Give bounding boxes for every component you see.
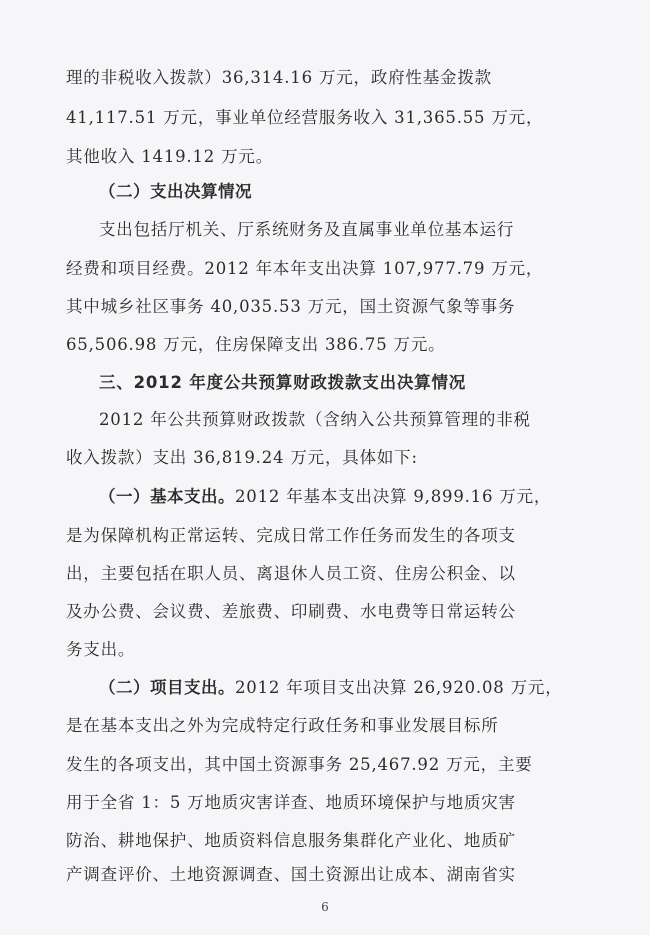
text-run: 2012 年基本支出决算 9,899.16 万元， xyxy=(235,487,552,506)
text-line: 收入拨款）支出 36,819.24 万元，具体如下: xyxy=(66,448,418,467)
text-line: 是在基本支出之外为完成特定行政任务和事业发展目标所 xyxy=(66,716,499,735)
subheading-project-expenditure: （二）项目支出。 xyxy=(99,678,235,697)
text-line: 及办公费、会议费、差旅费、印刷费、水电费等日常运转公 xyxy=(66,602,516,621)
section-heading: （二）支出决算情况 xyxy=(99,182,252,201)
text-line: 经费和项目经费。2012 年本年支出决算 107,977.79 万元， xyxy=(66,259,544,278)
text-line: 41,117.51 万元，事业单位经营服务收入 31,365.55 万元， xyxy=(66,108,544,127)
text-line: 用于全省 1：5 万地质灾害详查、地质环境保护与地质灾害 xyxy=(66,793,516,812)
text-line: 理的非税收入拨款）36,314.16 万元，政府性基金拨款 xyxy=(66,68,492,87)
text-line: 其他收入 1419.12 万元。 xyxy=(66,147,274,166)
text-line: 出，主要包括在职人员、离退休人员工资、住房公积金、以 xyxy=(66,564,516,583)
text-line: 2012 年公共预算财政拨款（含纳入公共预算管理的非税 xyxy=(99,410,531,429)
subheading-basic-expenditure: （一）基本支出。 xyxy=(99,487,235,506)
text-line: 务支出。 xyxy=(66,640,136,659)
text-line: 其中城乡社区事务 40,035.53 万元，国土资源气象等事务 xyxy=(66,297,516,316)
paragraph-first-line xyxy=(99,482,586,512)
text-run: 2012 年项目支出决算 26,920.08 万元， xyxy=(235,678,563,697)
text-line: 65,506.98 万元，住房保障支出 386.75 万元。 xyxy=(66,335,446,354)
text-line: 支出包括厅机关、厅系统财务及直属事业单位基本运行 xyxy=(99,220,515,239)
text-line: 是为保障机构正常运转、完成日常工作任务而发生的各项支 xyxy=(66,526,516,545)
text-line: 发生的各项支出，其中国土资源事务 25,467.92 万元，主要 xyxy=(66,755,533,774)
major-heading: 三、2012 年度公共预算财政拨款支出决算情况 xyxy=(99,373,467,392)
page-number: 6 xyxy=(321,900,329,914)
text-line: 防治、耕地保护、地质资料信息服务集群化产业化、地质矿 xyxy=(66,831,516,850)
text-line: 产调查评价、土地资源调查、国土资源出让成本、湖南省实 xyxy=(66,865,516,884)
paragraph-first-line xyxy=(99,673,586,703)
